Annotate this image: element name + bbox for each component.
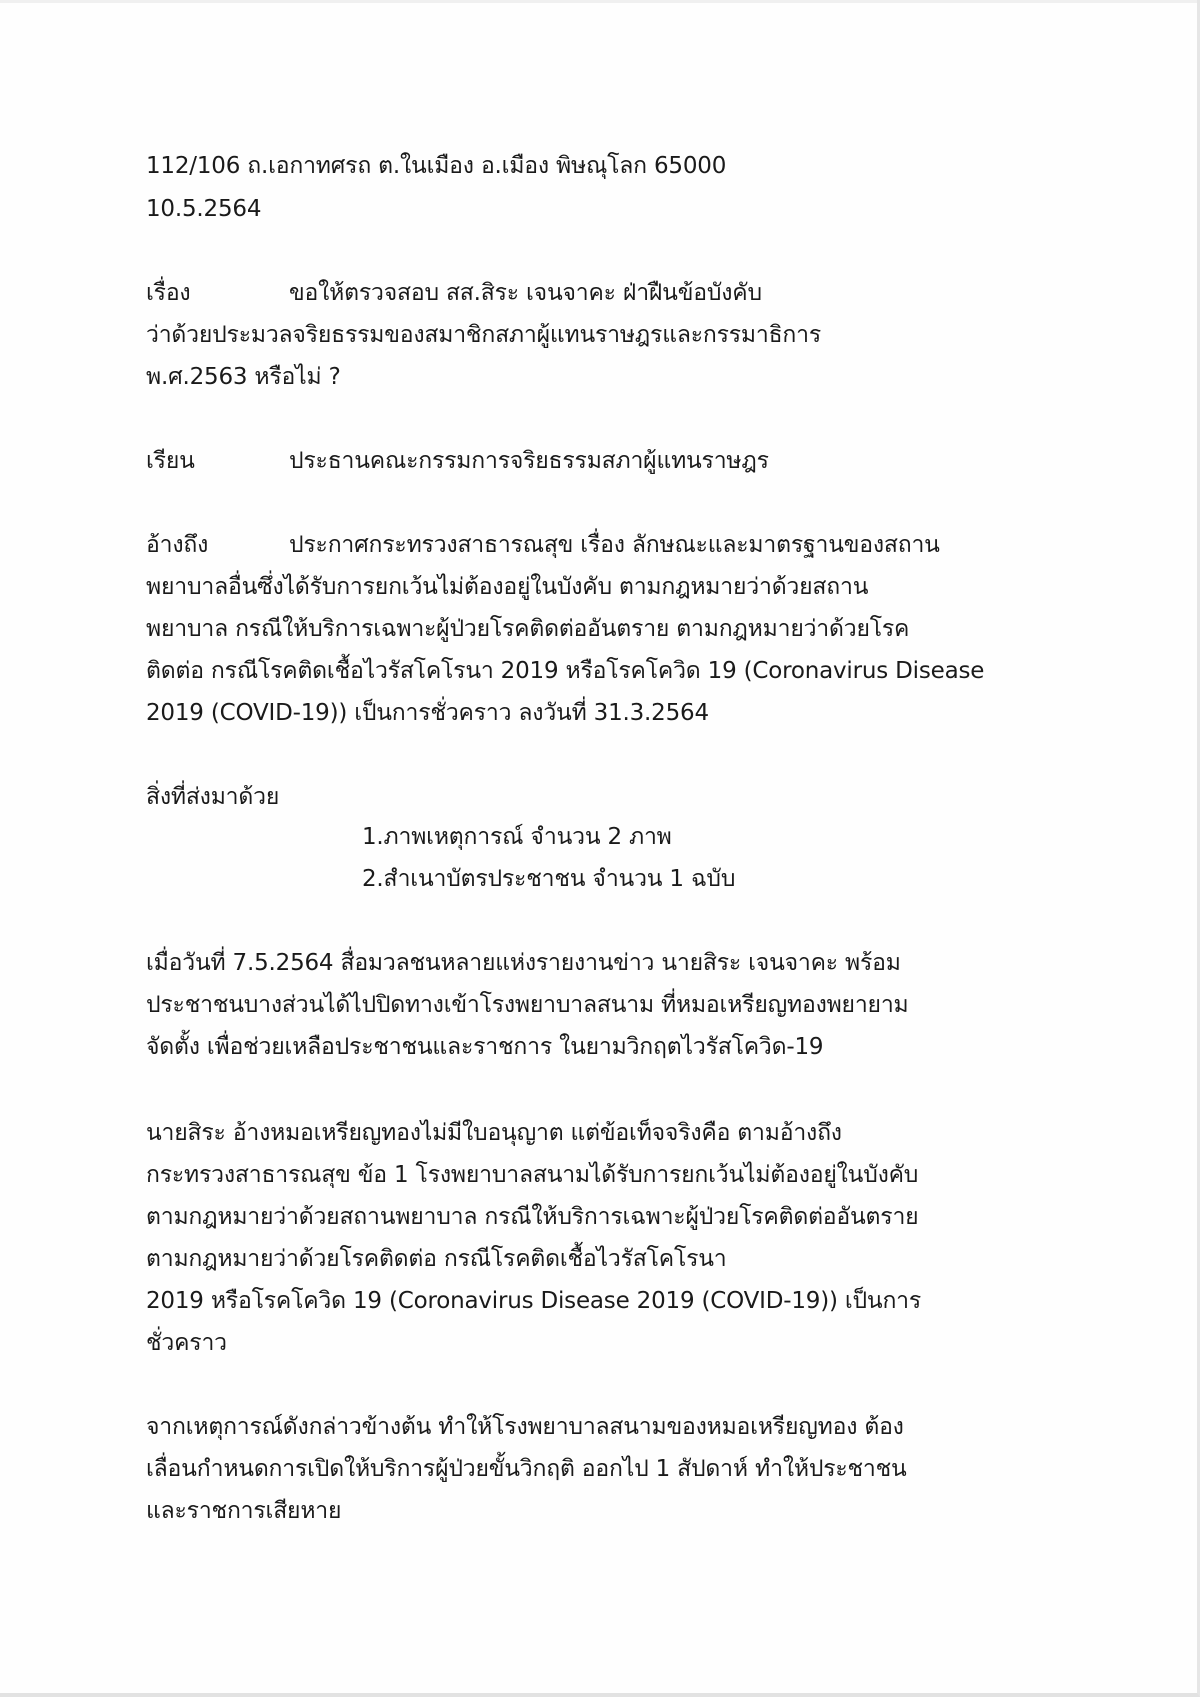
reference-line-5: 2019 (COVID-19)) เป็นการชั่วคราว ลงวันที่ 31.3.2564 <box>146 700 709 726</box>
subject-line-3: พ.ศ.2563 หรือไม่ ? <box>146 364 341 390</box>
paragraph-2-line-5: 2019 หรือโรคโควิด 19 (Coronavirus Disease 2019 (COVID-19)) เป็นการ <box>146 1288 922 1314</box>
paragraph-1-line-2: ประชาชนบางส่วนได้ไปปิดทางเข้าโรงพยาบาลสนาม ที่หมอเหรียญทองพยายาม <box>146 992 909 1018</box>
paragraph-1-line-1: เมื่อวันที่ 7.5.2564 สื่อมวลชนหลายแห่งรายงานข่าว นายสิระ เจนจาคะ พร้อม <box>146 950 901 976</box>
paragraph-3-line-2: เลื่อนกำหนดการเปิดให้บริการผู้ป่วยขั้นวิกฤติ ออกไป 1 สัปดาห์ ทำให้ประชาชน <box>146 1456 907 1482</box>
subject-text: ขอให้ตรวจสอบ สส.สิระ เจนจาคะ ฝ่าฝืนข้อบังคับ <box>289 280 762 306</box>
recipient-text: ประธานคณะกรรมการจริยธรรมสภาผู้แทนราษฎร <box>289 448 769 474</box>
paragraph-3-line-1: จากเหตุการณ์ดังกล่าวข้างต้น ทำให้โรงพยาบาลสนามของหมอเหรียญทอง ต้อง <box>146 1414 904 1440</box>
paragraph-2-line-3: ตามกฎหมายว่าด้วยสถานพยาบาล กรณีให้บริการเฉพาะผู้ป่วยโรคติดต่ออันตราย <box>146 1204 919 1230</box>
sender-address: 112/106 ถ.เอกาทศรถ ต.ในเมือง อ.เมือง พิษณุโลก 65000 <box>146 153 727 179</box>
paragraph-2-line-4: ตามกฎหมายว่าด้วยโรคติดต่อ กรณีโรคติดเชื้อไวรัสโคโรนา <box>146 1246 727 1272</box>
subject-label: เรื่อง <box>146 280 191 306</box>
reference-line-3: พยาบาล กรณีให้บริการเฉพาะผู้ป่วยโรคติดต่ออันตราย ตามกฎหมายว่าด้วยโรค <box>146 616 910 642</box>
enclosures-label: สิ่งที่ส่งมาด้วย <box>146 784 280 810</box>
subject-line-1 <box>146 272 762 314</box>
reference-line-2: พยาบาลอื่นซึ่งได้รับการยกเว้นไม่ต้องอยู่ในบังคับ ตามกฎหมายว่าด้วยสถาน <box>146 574 869 600</box>
enclosure-item-2: 2.สำเนาบัตรประชาชน จำนวน 1 ฉบับ <box>362 866 736 892</box>
paragraph-2-line-2: กระทรวงสาธารณสุข ข้อ 1 โรงพยาบาลสนามได้รับการยกเว้นไม่ต้องอยู่ในบังคับ <box>146 1162 919 1188</box>
reference-text: ประกาศกระทรวงสาธารณสุข เรื่อง ลักษณะและมาตรฐานของสถาน <box>289 532 940 558</box>
reference-line-1 <box>146 524 940 566</box>
recipient-label: เรียน <box>146 448 195 474</box>
enclosure-item-1: 1.ภาพเหตุการณ์ จำนวน 2 ภาพ <box>362 824 672 850</box>
reference-line-4: ติดต่อ กรณีโรคติดเชื้อไวรัสโคโรนา 2019 หรือโรคโควิด 19 (Coronavirus Disease <box>146 658 985 684</box>
page-top-edge <box>0 0 1197 3</box>
paragraph-3-line-3: และราชการเสียหาย <box>146 1498 342 1524</box>
paragraph-1-line-3: จัดตั้ง เพื่อช่วยเหลือประชาชนและราชการ ในยามวิกฤตไวรัสโควิด-19 <box>146 1034 824 1060</box>
subject-line-2: ว่าด้วยประมวลจริยธรรมของสมาชิกสภาผู้แทนราษฎรและกรรมาธิการ <box>146 322 822 348</box>
reference-label: อ้างถึง <box>146 532 209 558</box>
paragraph-2-line-1: นายสิระ อ้างหมอเหรียญทองไม่มีใบอนุญาต แต่ข้อเท็จจริงคือ ตามอ้างถึง <box>146 1120 842 1146</box>
recipient-line <box>146 440 769 482</box>
paragraph-2-line-6: ชั่วคราว <box>146 1330 227 1356</box>
letter-date: 10.5.2564 <box>146 196 262 222</box>
